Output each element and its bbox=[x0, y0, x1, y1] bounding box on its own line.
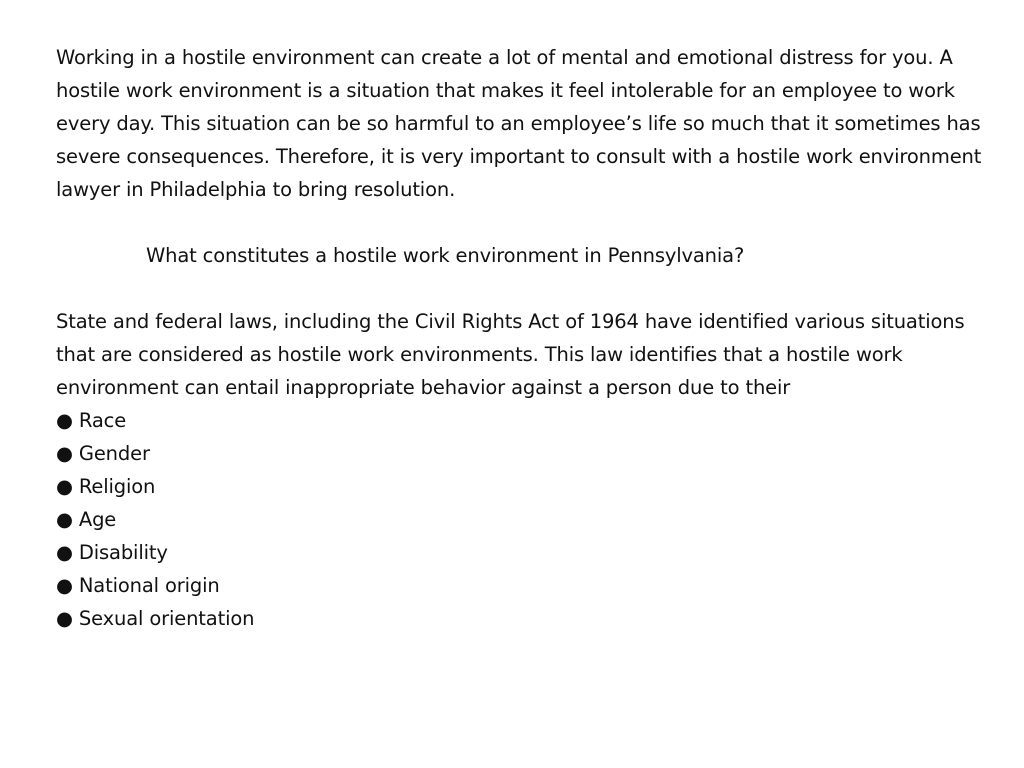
list-item-label: Sexual orientation bbox=[78, 607, 255, 630]
list-item bbox=[56, 602, 1006, 635]
spacer bbox=[56, 206, 1006, 239]
bullet-icon: ● bbox=[56, 475, 73, 498]
bullet-icon: ● bbox=[56, 442, 73, 465]
list-item-label: Disability bbox=[78, 541, 168, 564]
bullet-icon: ● bbox=[56, 607, 73, 630]
document-body bbox=[56, 41, 1006, 635]
body-paragraph: State and federal laws, including the Civil Rights Act of 1964 have identified various situations that are considered as hostile work environments. This law identifies that a hostile work environment can entail inappropriate behavior against a person due to their bbox=[56, 310, 965, 399]
bullet-icon: ● bbox=[56, 541, 73, 564]
list-item bbox=[56, 536, 1006, 569]
spacer bbox=[56, 272, 1006, 305]
list-item-label: Religion bbox=[78, 475, 156, 498]
bullet-list bbox=[56, 404, 1006, 635]
list-item bbox=[56, 404, 1006, 437]
list-item-label: Race bbox=[78, 409, 127, 432]
list-item bbox=[56, 437, 1006, 470]
list-item-label: Age bbox=[78, 508, 117, 531]
list-item bbox=[56, 470, 1006, 503]
list-item bbox=[56, 503, 1006, 536]
list-item bbox=[56, 569, 1006, 602]
list-item-label: National origin bbox=[78, 574, 220, 597]
bullet-icon: ● bbox=[56, 508, 73, 531]
list-item-label: Gender bbox=[78, 442, 150, 465]
bullet-icon: ● bbox=[56, 574, 73, 597]
intro-paragraph: Working in a hostile environment can create a lot of mental and emotional distress for you. A hostile work environment is a situation that makes it feel intolerable for an employee to work every day. This situation can be so harmful to an employee’s life so much that it sometimes has severe consequences. Therefore, it is very important to consult with a hostile work environment lawyer in Philadelphia to bring resolution. bbox=[56, 46, 982, 201]
section-heading: What constitutes a hostile work environment in Pennsylvania? bbox=[146, 244, 745, 267]
bullet-icon: ● bbox=[56, 409, 73, 432]
